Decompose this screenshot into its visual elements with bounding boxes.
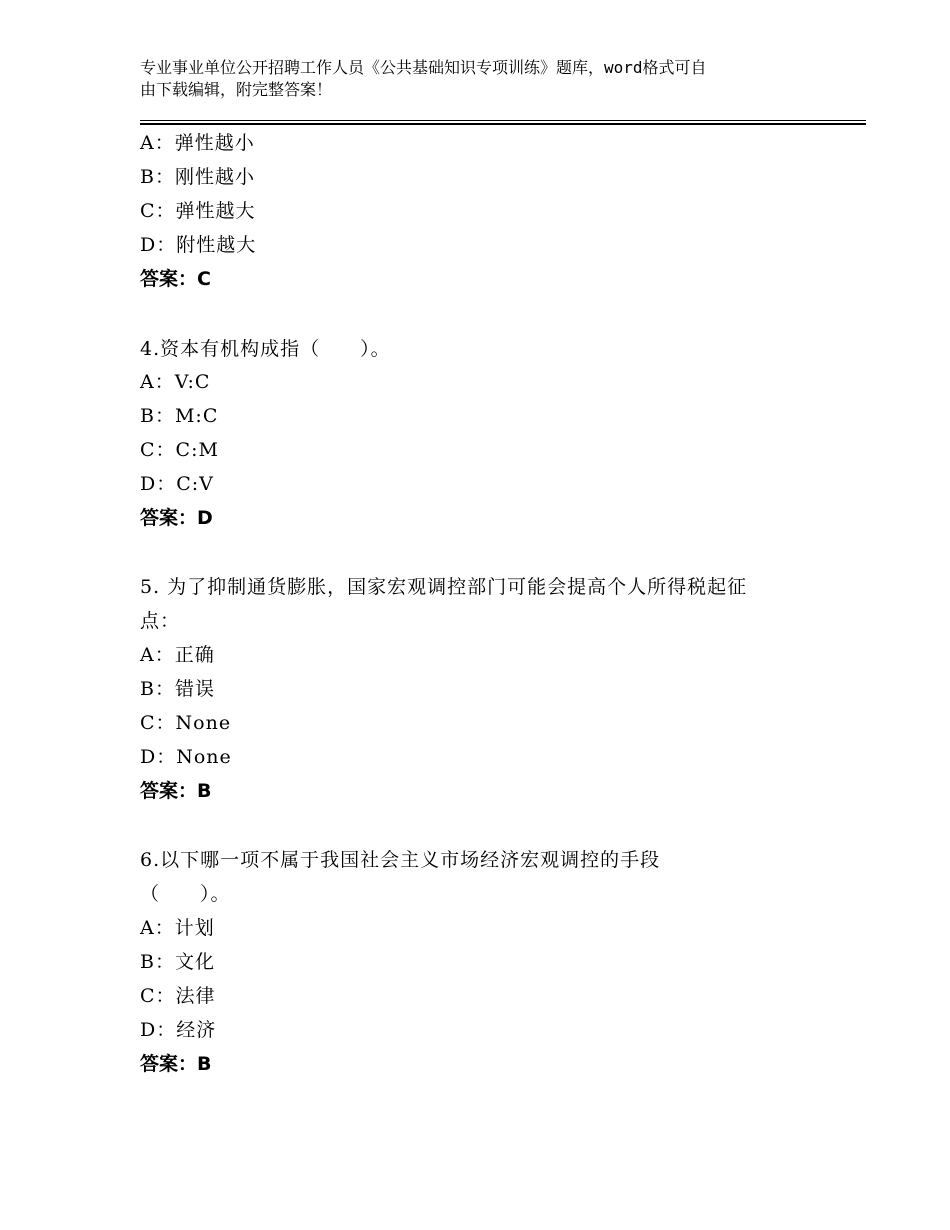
q3-option-d: D：附性越大 [140,234,257,256]
q6-answer: 答案：B [140,1053,212,1075]
header-divider-thick [140,123,866,125]
header-title-line-2: 由下载编辑，附完整答案！ [140,80,333,99]
q4-stem: 4.资本有机构成指（ ）。 [140,338,391,360]
q6-option-c: C：法律 [140,985,216,1007]
q3-option-c: C：弹性越大 [140,200,256,222]
document-header [140,57,820,101]
q5-option-a: A：正确 [140,644,215,666]
q3-option-b: B：刚性越小 [140,166,255,188]
q3-option-a: A：弹性越小 [140,132,255,154]
q4-answer: 答案：D [140,507,213,529]
q3-answer: 答案：C [140,268,211,290]
q4-option-c: C：C:M [140,439,219,461]
q4-option-a: A：V:C [140,371,211,393]
q5-stem-line-2: 点： [140,610,181,632]
q6-option-b: B：文化 [140,951,215,973]
q4-option-b: B：M:C [140,405,219,427]
q6-stem-line-1: 6.以下哪一项不属于我国社会主义市场经济宏观调控的手段 [140,849,661,871]
q6-option-a: A：计划 [140,917,215,939]
header-title-line-1: 专业事业单位公开招聘工作人员《公共基础知识专项训练》题库，word格式可自 [140,58,707,77]
q5-answer: 答案：B [140,780,212,802]
header-divider-thin [140,120,866,121]
q5-option-d: D：None [140,746,232,768]
q5-option-b: B：错误 [140,678,215,700]
q5-option-c: C：None [140,712,232,734]
q6-option-d: D：经济 [140,1019,217,1041]
q5-stem-line-1: 5. 为了抑制通货膨胀，国家宏观调控部门可能会提高个人所得税起征 [140,576,748,598]
q6-stem-line-2: （ ）。 [140,883,231,905]
q4-option-d: D：C:V [140,473,214,495]
